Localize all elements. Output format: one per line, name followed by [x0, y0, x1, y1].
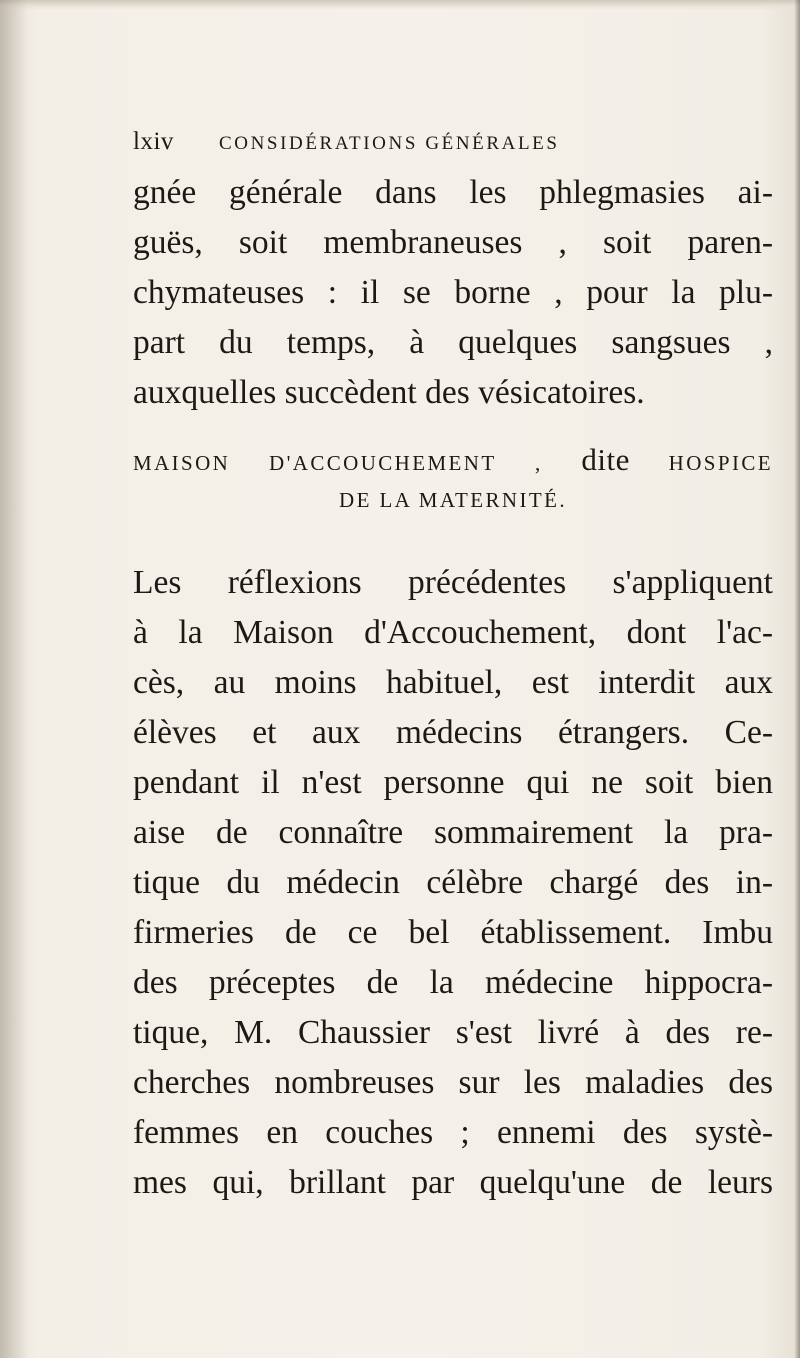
- paragraph-continued: [133, 168, 773, 418]
- page-number: lxiv: [133, 128, 174, 155]
- running-header: [133, 128, 673, 164]
- paragraph-maternite: [133, 558, 773, 1208]
- text-line: firmeries de ce bel établissement. Imbu: [133, 914, 773, 951]
- page-top-edge: [0, 0, 800, 10]
- text-line: gnée générale dans les phlegmasies ai-: [133, 174, 773, 211]
- page-gutter-shadow: [0, 0, 28, 1358]
- text-line: chymateuses : il se borne , pour la plu-: [133, 274, 773, 311]
- text-line: Les réflexions précédentes s'appliquent: [133, 564, 773, 601]
- text-line: élèves et aux médecins étrangers. Ce-: [133, 714, 773, 751]
- text-line: cherches nombreuses sur les maladies des: [133, 1064, 773, 1101]
- heading-part-maison: MAISON D'ACCOUCHEMENT ,: [133, 451, 543, 475]
- section-heading-line-1: [133, 440, 773, 480]
- running-title: CONSIDÉRATIONS GÉNÉRALES: [219, 133, 560, 154]
- text-line: cès, au moins habituel, est interdit aux: [133, 664, 773, 701]
- text-line: des préceptes de la médecine hippocra-: [133, 964, 773, 1001]
- section-heading-line-2: DE LA MATERNITÉ.: [339, 488, 567, 512]
- page-right-edge: [794, 0, 800, 1358]
- text-line: auxquelles succèdent des vésicatoires.: [133, 374, 645, 411]
- text-line: part du temps, à quelques sangsues ,: [133, 324, 773, 361]
- text-line: guës, soit membraneuses , soit paren-: [133, 224, 773, 261]
- text-line: aise de connaître sommairement la pra-: [133, 814, 773, 851]
- heading-part-dite: dite: [581, 442, 630, 477]
- text-line: femmes en couches ; ennemi des systè-: [133, 1114, 773, 1151]
- heading-part-hospice: HOSPICE: [668, 451, 773, 475]
- section-heading: [133, 440, 773, 520]
- text-line: tique du médecin célèbre chargé des in-: [133, 864, 773, 901]
- text-line: à la Maison d'Accouchement, dont l'ac-: [133, 614, 773, 651]
- text-line: pendant il n'est personne qui ne soit bien: [133, 764, 773, 801]
- text-line: mes qui, brillant par quelqu'une de leurs: [133, 1164, 773, 1201]
- text-line: tique, M. Chaussier s'est livré à des re-: [133, 1014, 773, 1051]
